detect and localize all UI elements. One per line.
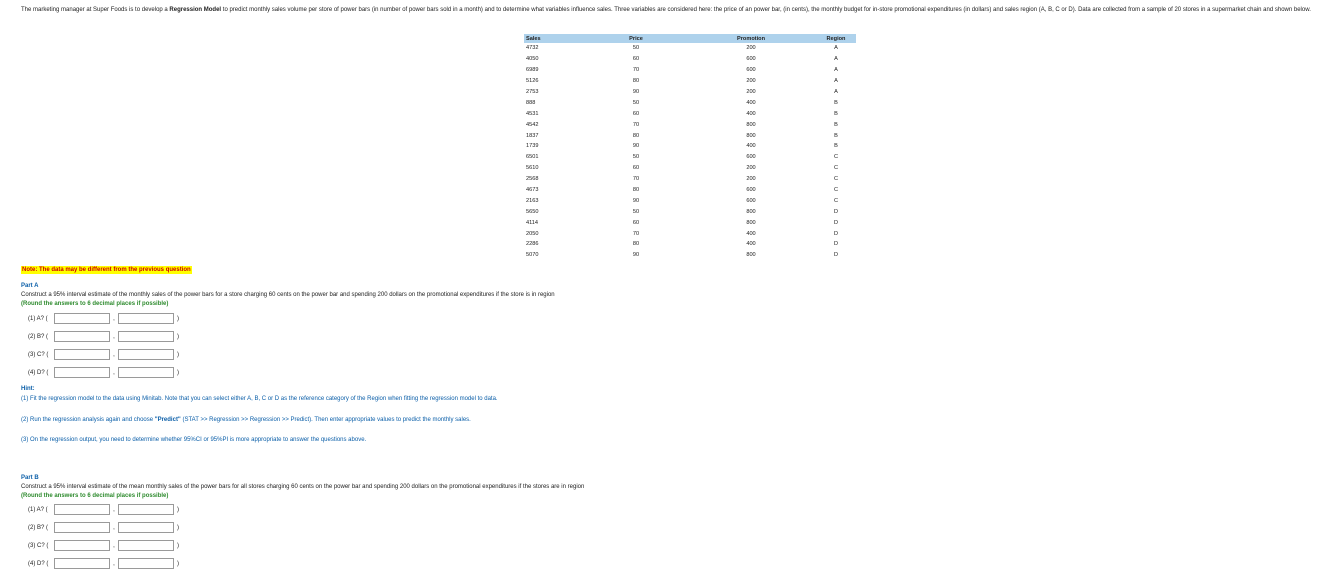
table-row <box>524 141 856 152</box>
cell-sales: 4050 <box>526 56 539 63</box>
cell-price: 80 <box>632 132 640 139</box>
cell-promotion: 800 <box>746 208 756 215</box>
cell-sales: 888 <box>526 99 536 106</box>
hint-line-2-text: (2) Run the regression analysis again and choose <box>21 417 155 423</box>
table-row <box>524 185 856 196</box>
cell-sales: 4531 <box>526 110 539 117</box>
comma-separator: , <box>113 351 115 358</box>
part-a-title: Part A <box>21 283 39 289</box>
answer-row <box>28 521 179 534</box>
upper-bound-input[interactable] <box>118 558 174 569</box>
cell-sales: 5070 <box>526 252 539 259</box>
table-header-row <box>524 34 856 43</box>
answer-label: (3) C? ( <box>28 351 49 358</box>
hint-predict-term: "Predict" <box>154 417 181 423</box>
table-row <box>524 108 856 119</box>
cell-region: A <box>834 89 838 95</box>
table-row <box>524 206 856 217</box>
comma-separator: , <box>113 560 115 567</box>
part-b-round-note: (Round the answers to 6 decimal places if possible) <box>21 493 169 499</box>
upper-bound-input[interactable] <box>118 313 174 324</box>
answer-label: (3) C? ( <box>28 542 49 549</box>
cell-promotion: 600 <box>746 56 756 63</box>
cell-promotion: 200 <box>746 45 756 52</box>
lower-bound-input[interactable] <box>54 504 110 515</box>
cell-promotion: 600 <box>746 187 756 194</box>
cell-sales: 4114 <box>526 219 539 226</box>
cell-price: 60 <box>632 110 640 117</box>
cell-sales: 1837 <box>526 132 539 139</box>
upper-bound-input[interactable] <box>118 504 174 515</box>
table-row <box>524 250 856 261</box>
cell-region: D <box>833 230 839 237</box>
cell-price: 90 <box>632 252 640 259</box>
table-row <box>524 119 856 130</box>
part-b-description: Construct a 95% interval estimate of the mean monthly sales of the power bars for all stores charging 60 cents on the power bar and spending 200 dollars on the promotional expenditures if the stores are in region <box>21 484 585 490</box>
hint-line-2 <box>21 417 471 423</box>
cell-sales: 4542 <box>526 121 539 128</box>
hint-line-2-text-continued: (STAT >> Regression >> Regression >> Predict). Then enter appropriate values to predict the monthly sales. <box>180 417 471 423</box>
comma-separator: , <box>113 506 115 513</box>
cell-region: B <box>834 143 838 150</box>
table-row <box>524 97 856 108</box>
close-paren: ) <box>177 542 179 549</box>
cell-promotion: 800 <box>746 121 756 128</box>
cell-price: 60 <box>632 165 640 172</box>
cell-price: 60 <box>632 219 640 226</box>
cell-promotion: 600 <box>746 154 756 161</box>
table-row <box>524 152 856 163</box>
hint-line-3: (3) On the regression output, you need to determine whether 95%CI or 95%PI is more appropriate to answer the questions above. <box>21 437 367 443</box>
cell-price: 90 <box>632 89 640 95</box>
cell-promotion: 800 <box>746 252 756 259</box>
table-row <box>524 163 856 174</box>
comma-separator: , <box>113 333 115 340</box>
answer-row <box>28 348 179 361</box>
answer-label: (4) D? ( <box>28 560 49 567</box>
cell-sales: 2568 <box>526 176 539 183</box>
cell-sales: 6501 <box>526 154 539 161</box>
lower-bound-input[interactable] <box>54 558 110 569</box>
upper-bound-input[interactable] <box>118 331 174 342</box>
cell-region: D <box>833 219 839 226</box>
data-note: Note: The data may be different from the previous question <box>22 267 191 273</box>
cell-price: 80 <box>632 187 640 194</box>
cell-region: B <box>834 99 838 106</box>
lower-bound-input[interactable] <box>54 540 110 551</box>
cell-region: A <box>834 45 838 52</box>
comma-separator: , <box>113 369 115 376</box>
cell-sales: 5610 <box>526 165 539 172</box>
cell-price: 60 <box>632 56 640 63</box>
close-paren: ) <box>177 560 179 567</box>
answer-label: (2) B? ( <box>28 524 49 531</box>
cell-sales: 5126 <box>526 78 539 85</box>
header-sales: Sales <box>524 34 586 43</box>
answer-row <box>28 557 179 570</box>
header-region: Region <box>816 34 856 43</box>
table-row <box>524 87 856 98</box>
cell-region: D <box>833 252 839 259</box>
close-paren: ) <box>177 315 179 322</box>
comma-separator: , <box>113 315 115 322</box>
lower-bound-input[interactable] <box>54 331 110 342</box>
table-row <box>524 228 856 239</box>
lower-bound-input[interactable] <box>54 349 110 360</box>
problem-intro <box>21 6 1321 15</box>
answer-label: (1) A? ( <box>28 315 48 322</box>
hint-title: Hint: <box>21 386 35 392</box>
close-paren: ) <box>177 333 179 340</box>
cell-sales: 1739 <box>526 143 539 150</box>
comma-separator: , <box>113 524 115 531</box>
cell-promotion: 200 <box>746 165 756 172</box>
cell-sales: 2163 <box>526 197 539 204</box>
cell-price: 70 <box>632 121 640 128</box>
table-row <box>524 54 856 65</box>
table-row <box>524 195 856 206</box>
cell-price: 80 <box>632 241 640 248</box>
cell-region: A <box>834 67 838 74</box>
close-paren: ) <box>177 524 179 531</box>
cell-sales: 5650 <box>526 208 539 215</box>
cell-region: C <box>833 165 839 172</box>
close-paren: ) <box>177 506 179 513</box>
table-row <box>524 174 856 185</box>
cell-sales: 4673 <box>526 187 539 194</box>
cell-sales: 4732 <box>526 45 539 52</box>
cell-price: 50 <box>632 208 640 215</box>
cell-region: B <box>834 132 838 139</box>
part-a-round-note: (Round the answers to 6 decimal places if possible) <box>21 301 169 307</box>
cell-promotion: 400 <box>746 110 756 117</box>
cell-price: 80 <box>632 78 640 85</box>
comma-separator: , <box>113 542 115 549</box>
cell-promotion: 200 <box>746 176 756 183</box>
answer-row <box>28 312 179 325</box>
cell-price: 90 <box>632 143 640 150</box>
answer-row <box>28 503 179 516</box>
answer-row <box>28 366 179 379</box>
header-promotion: Promotion <box>686 34 816 43</box>
cell-promotion: 400 <box>746 230 756 237</box>
cell-price: 90 <box>632 197 640 204</box>
table-row <box>524 130 856 141</box>
table-row <box>524 43 856 54</box>
upper-bound-input[interactable] <box>118 540 174 551</box>
cell-promotion: 600 <box>746 197 756 204</box>
cell-price: 70 <box>632 230 640 237</box>
cell-promotion: 200 <box>746 89 756 95</box>
intro-bold-term: Regression Model <box>169 7 222 13</box>
header-price: Price <box>586 34 686 43</box>
intro-text: The marketing manager at Super Foods is to develop a <box>21 7 170 13</box>
answer-row <box>28 539 179 552</box>
cell-promotion: 200 <box>746 78 756 85</box>
table-row <box>524 76 856 87</box>
table-row <box>524 239 856 250</box>
intro-text-continued: to predict monthly sales volume per store of power bars (in number of power bars sold in a month) and to determine what variables influence sales. Three variables are considered here: the price of an power bar, (in cents), the monthly budget for in-store promotional expenditures (in dollars) and sales region (A, B, C or D). Data are collected from a sample of 20 stores in a supermarket chain and shown below. <box>221 7 1311 13</box>
cell-region: D <box>833 241 839 248</box>
cell-region: C <box>833 154 839 161</box>
cell-region: B <box>834 110 838 117</box>
hint-line-1: (1) Fit the regression model to the data using Minitab. Note that you can select either A, B, C or D as the reference category of the Region when fitting the regression model to data. <box>21 396 498 402</box>
cell-region: C <box>833 187 839 194</box>
part-b-title: Part B <box>21 475 39 481</box>
cell-sales: 2286 <box>526 241 539 248</box>
cell-region: D <box>833 208 839 215</box>
cell-price: 70 <box>632 67 640 74</box>
cell-promotion: 800 <box>746 219 756 226</box>
cell-promotion: 600 <box>746 67 756 74</box>
upper-bound-input[interactable] <box>118 367 174 378</box>
cell-promotion: 400 <box>746 241 756 248</box>
cell-region: C <box>833 176 839 183</box>
cell-promotion: 400 <box>746 143 756 150</box>
cell-region: B <box>834 121 838 128</box>
answer-label: (4) D? ( <box>28 369 49 376</box>
cell-sales: 2753 <box>526 89 539 95</box>
upper-bound-input[interactable] <box>118 349 174 360</box>
cell-sales: 6989 <box>526 67 539 74</box>
part-a-description: Construct a 95% interval estimate of the monthly sales of the power bars for a store charging 60 cents on the power bar and spending 200 dollars on the promotional expenditures if the store is in region <box>21 292 555 298</box>
upper-bound-input[interactable] <box>118 522 174 533</box>
cell-price: 70 <box>632 176 640 183</box>
cell-region: A <box>834 56 838 63</box>
data-table <box>524 34 856 261</box>
cell-promotion: 400 <box>746 99 756 106</box>
cell-region: C <box>833 197 839 204</box>
close-paren: ) <box>177 369 179 376</box>
table-row <box>524 217 856 228</box>
lower-bound-input[interactable] <box>54 522 110 533</box>
cell-sales: 2050 <box>526 230 539 237</box>
cell-price: 50 <box>632 45 640 52</box>
table-row <box>524 65 856 76</box>
close-paren: ) <box>177 351 179 358</box>
lower-bound-input[interactable] <box>54 367 110 378</box>
lower-bound-input[interactable] <box>54 313 110 324</box>
cell-promotion: 800 <box>746 132 756 139</box>
answer-label: (1) A? ( <box>28 506 48 513</box>
cell-price: 50 <box>632 99 640 106</box>
answer-label: (2) B? ( <box>28 333 49 340</box>
cell-region: A <box>834 78 838 85</box>
cell-price: 50 <box>632 154 640 161</box>
answer-row <box>28 330 179 343</box>
